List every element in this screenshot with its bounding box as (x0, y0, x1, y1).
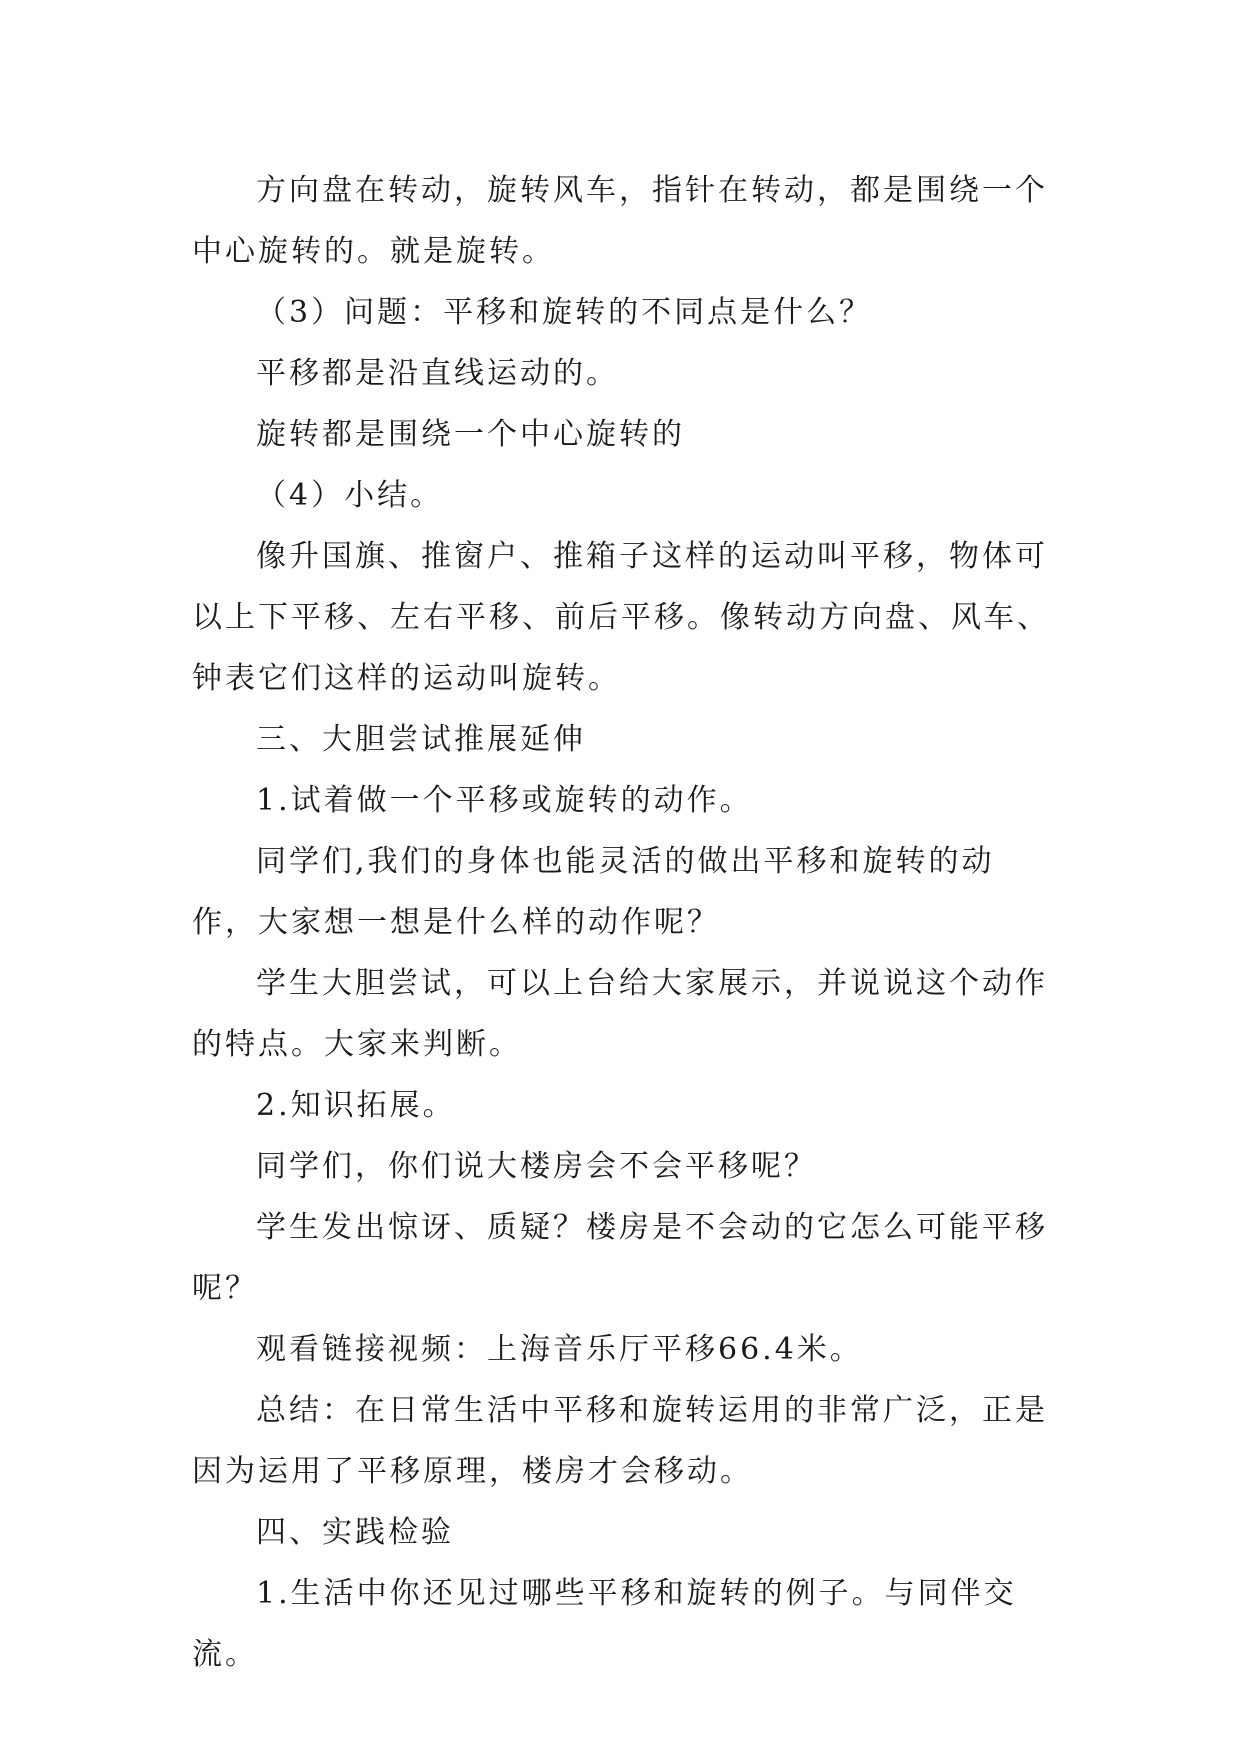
paragraph-building-question: 同学们，你们说大楼房会不会平移呢？ (256, 1149, 817, 1184)
paragraph-summary-heading: （4）小结。 (256, 478, 444, 513)
paragraph-translation-definition: 平移都是沿直线运动的。 (256, 356, 619, 391)
paragraph-conclusion: 总结：在日常生活中平移和旋转运用的非常广泛，正是因为运用了平移原理，楼房才会移动。 (192, 1393, 1048, 1489)
paragraph-rotation-definition: 旋转都是围绕一个中心旋转的 (256, 417, 685, 452)
paragraph-student-surprise: 学生发出惊讶、质疑？楼房是不会动的它怎么可能平移呢？ (192, 1210, 1048, 1306)
paragraph-video: 观看链接视频：上海音乐厅平移66.4米。 (256, 1332, 863, 1367)
paragraph-item-1: 1.试着做一个平移或旋转的动作。 (256, 783, 753, 818)
section-heading-4: 四、实践检验 (256, 1515, 454, 1550)
paragraph-summary-text: 像升国旗、推窗户、推箱子这样的运动叫平移，物体可以上下平移、左右平移、前后平移。像转动方向盘、风车、钟表它们这样的运动叫旋转。 (192, 539, 1050, 696)
paragraph-item-2: 2.知识拓展。 (256, 1088, 456, 1123)
paragraph-student-try: 学生大胆尝试，可以上台给大家展示，并说说这个动作的特点。大家来判断。 (192, 966, 1048, 1062)
paragraph-body-movement: 同学们,我们的身体也能灵活的做出平移和旋转的动作，大家想一想是什么样的动作呢？ (192, 844, 995, 940)
section-heading-3: 三、大胆尝试推展延伸 (256, 722, 586, 757)
paragraph-rotation-examples: 方向盘在转动，旋转风车，指针在转动，都是围绕一个中心旋转的。就是旋转。 (192, 173, 1048, 269)
document-body (192, 160, 1056, 1685)
paragraph-practice-item-1: 1.生活中你还见过哪些平移和旋转的例子。与同伴交流。 (192, 1576, 1017, 1672)
paragraph-question-3: （3）问题：平移和旋转的不同点是什么？ (256, 295, 873, 330)
